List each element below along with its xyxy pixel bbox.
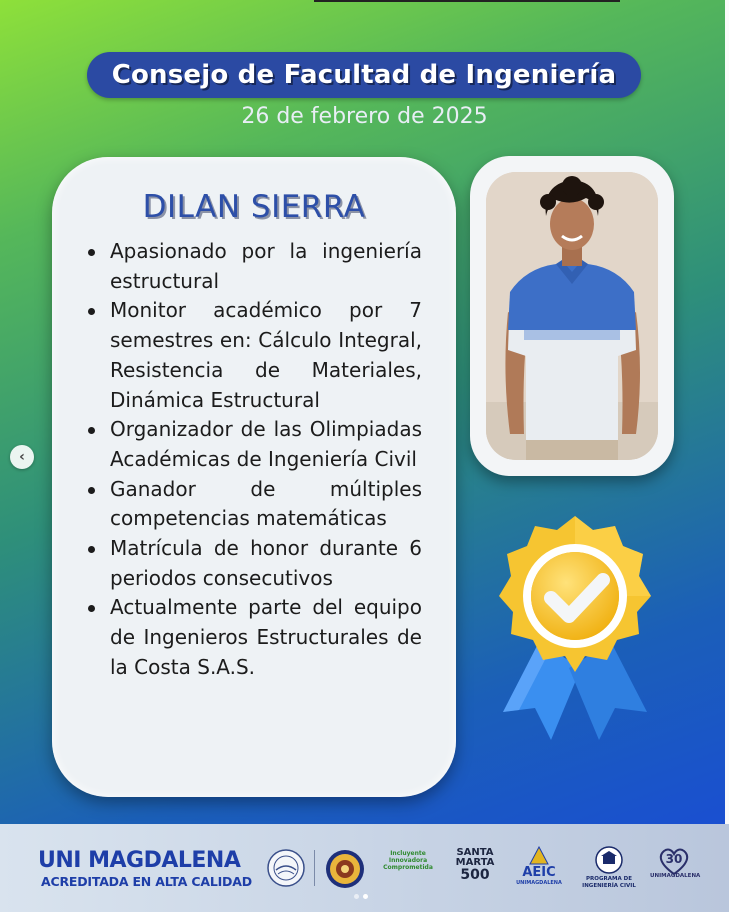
programa-line-1: PROGRAMA DE <box>586 876 632 882</box>
top-bar <box>314 0 620 2</box>
santa-marta-line-2: MARTA <box>455 857 495 868</box>
list-item: Apasionado por la ingeniería estructural <box>82 237 422 296</box>
medal-check-icon <box>489 512 661 752</box>
divider <box>314 850 315 886</box>
civil-engineering-seal <box>595 846 623 874</box>
carousel-indicators <box>354 894 368 899</box>
anniversary-sublabel: UNIMAGDALENA <box>650 873 701 879</box>
anniversary-logo <box>650 852 701 880</box>
values-line-2: Innovadora <box>388 857 428 864</box>
person-illustration <box>486 172 658 460</box>
aeic-label: AEIC <box>522 865 556 880</box>
university-name: UNI MAGDALENA <box>38 848 241 873</box>
list-item: Organizador de las Olimpiadas Académicas de Ingeniería Civil <box>82 415 422 474</box>
anniversary-number: 30 <box>665 852 683 866</box>
university-tagline: ACREDITADA EN ALTA CALIDAD <box>41 874 252 889</box>
person-photo <box>486 172 658 460</box>
profile-card <box>52 157 456 797</box>
values-line-3: Comprometida <box>383 864 433 871</box>
values-logo <box>382 850 434 871</box>
post-title: Consejo de Facultad de Ingeniería <box>111 60 617 90</box>
values-line-1: Incluyente <box>390 850 426 857</box>
seal-logo <box>266 848 306 888</box>
aeic-logo <box>516 866 562 886</box>
chevron-left-icon: ‹ <box>19 449 25 465</box>
crest-logo <box>324 848 366 890</box>
list-item: Actualmente parte del equipo de Ingenieros Estructurales de la Costa S.A.S. <box>82 593 422 682</box>
programa-line-2: INGENIERÍA CIVIL <box>582 882 636 889</box>
santa-marta-line-1: SANTA <box>456 847 494 858</box>
santa-marta-logo <box>455 848 495 882</box>
photo-frame <box>470 156 674 476</box>
santa-marta-number: 500 <box>460 867 490 883</box>
list-item: Ganador de múltiples competencias matemáticas <box>82 475 422 534</box>
post-date: 26 de febrero de 2025 <box>241 104 488 129</box>
list-item: Monitor académico por 7 semestres en: Cálculo Integral, Resistencia de Materiales, Dinámica Estructural <box>82 296 422 415</box>
title-pill <box>87 52 641 98</box>
list-item: Matrícula de honor durante 6 periodos consecutivos <box>82 534 422 593</box>
person-name: DILAN SIERRA <box>142 189 366 225</box>
carousel-dot[interactable] <box>354 894 359 899</box>
carousel-dot-active[interactable] <box>363 894 368 899</box>
aeic-sublabel: UNIMAGDALENA <box>516 880 562 886</box>
aeic-emblem-icon <box>528 846 550 866</box>
previous-slide-button[interactable] <box>10 445 34 469</box>
programa-logo <box>580 876 638 889</box>
achievements-list <box>82 237 422 683</box>
